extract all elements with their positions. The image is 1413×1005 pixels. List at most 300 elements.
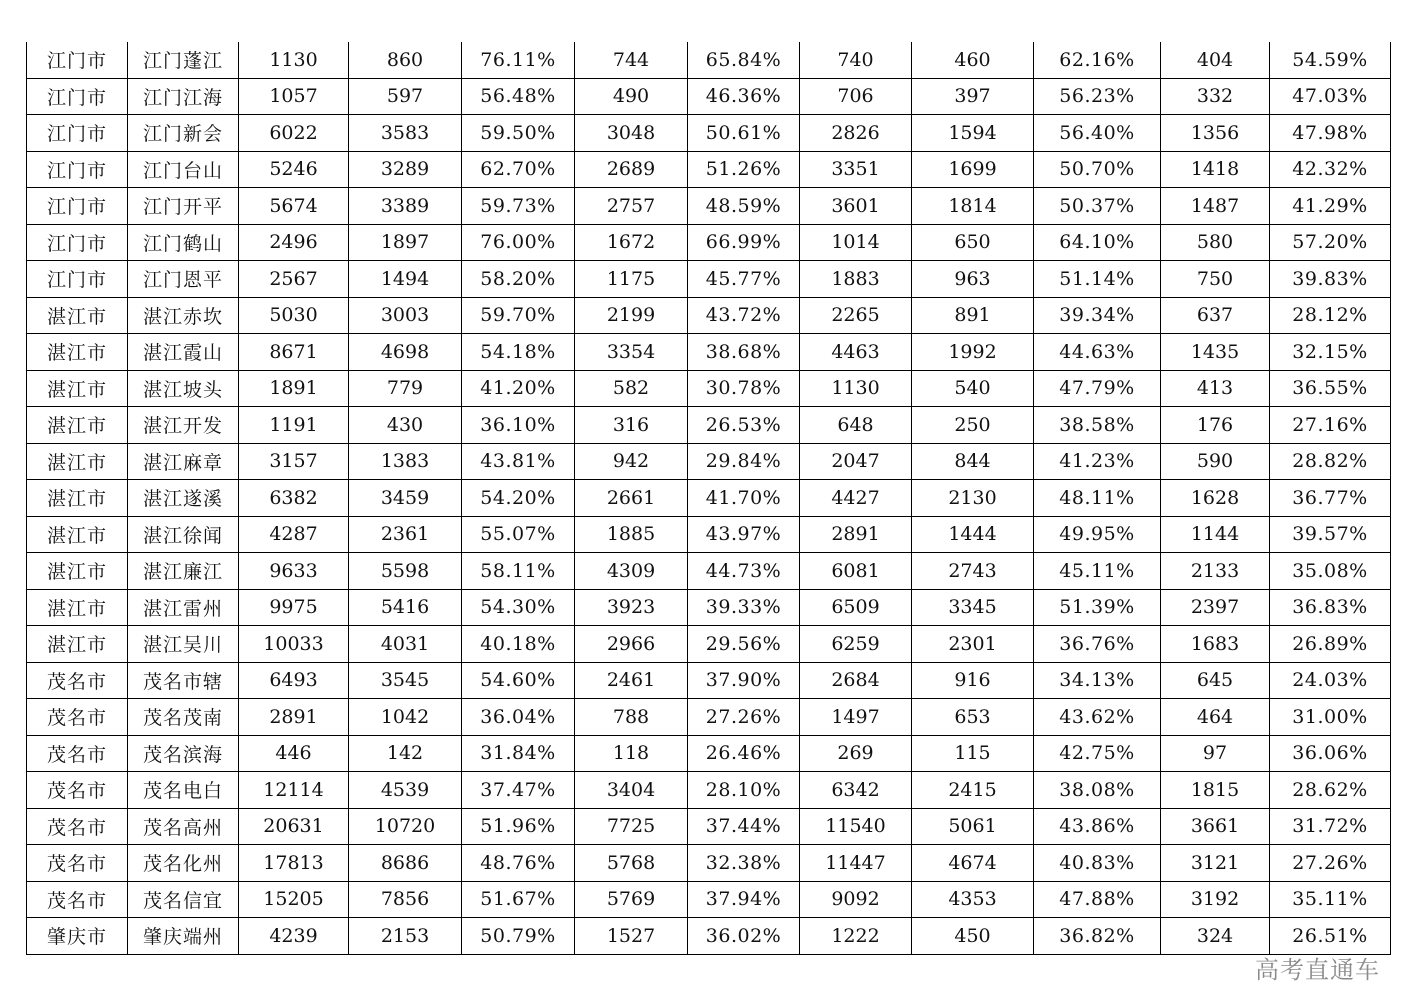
count-a-cell: 2361 (349, 516, 462, 553)
pct-b-cell: 44.73% (688, 553, 800, 590)
pct-b-cell: 28.10% (688, 772, 800, 809)
total-2-cell: 3601 (800, 188, 912, 225)
district-cell: 茂名滨海 (128, 735, 239, 772)
count-c-cell: 2130 (912, 480, 1034, 517)
district-cell: 湛江开发 (128, 407, 239, 444)
count-c-cell: 4353 (912, 881, 1034, 918)
pct-d-cell: 35.08% (1270, 553, 1391, 590)
table-row (27, 115, 1391, 152)
total-2-cell: 9092 (800, 881, 912, 918)
district-cell: 江门蓬江 (128, 42, 239, 78)
total-2-cell: 2047 (800, 443, 912, 480)
pct-a-cell: 76.00% (462, 224, 575, 261)
pct-b-cell: 38.68% (688, 334, 800, 371)
table-row (27, 297, 1391, 334)
city-cell: 湛江市 (27, 553, 128, 590)
city-cell: 茂名市 (27, 662, 128, 699)
pct-b-cell: 46.36% (688, 78, 800, 115)
total-cell: 6382 (239, 480, 349, 517)
table-row (27, 370, 1391, 407)
pct-c-cell: 50.70% (1034, 151, 1161, 188)
pct-a-cell: 36.10% (462, 407, 575, 444)
pct-b-cell: 29.56% (688, 626, 800, 663)
district-cell: 江门鹤山 (128, 224, 239, 261)
pct-b-cell: 37.90% (688, 662, 800, 699)
count-d-cell: 1418 (1161, 151, 1270, 188)
count-c-cell: 963 (912, 261, 1034, 298)
district-cell: 茂名化州 (128, 845, 239, 882)
count-a-cell: 5416 (349, 589, 462, 626)
count-c-cell: 4674 (912, 845, 1034, 882)
table-row (27, 407, 1391, 444)
count-b-cell: 3048 (575, 115, 688, 152)
count-a-cell: 7856 (349, 881, 462, 918)
pct-c-cell: 51.14% (1034, 261, 1161, 298)
count-b-cell: 490 (575, 78, 688, 115)
pct-a-cell: 55.07% (462, 516, 575, 553)
pct-b-cell: 66.99% (688, 224, 800, 261)
pct-a-cell: 58.20% (462, 261, 575, 298)
total-cell: 1891 (239, 370, 349, 407)
pct-d-cell: 47.98% (1270, 115, 1391, 152)
count-b-cell: 1672 (575, 224, 688, 261)
table-row (27, 151, 1391, 188)
city-cell: 湛江市 (27, 516, 128, 553)
total-cell: 5030 (239, 297, 349, 334)
total-2-cell: 2826 (800, 115, 912, 152)
data-table-container (26, 42, 1390, 955)
pct-b-cell: 27.26% (688, 699, 800, 736)
total-2-cell: 2891 (800, 516, 912, 553)
count-d-cell: 1815 (1161, 772, 1270, 809)
pct-c-cell: 51.39% (1034, 589, 1161, 626)
total-2-cell: 1130 (800, 370, 912, 407)
total-cell: 9633 (239, 553, 349, 590)
city-cell: 江门市 (27, 78, 128, 115)
total-cell: 6493 (239, 662, 349, 699)
district-cell: 江门江海 (128, 78, 239, 115)
pct-a-cell: 56.48% (462, 78, 575, 115)
district-cell: 肇庆端州 (128, 918, 239, 955)
total-2-cell: 1497 (800, 699, 912, 736)
pct-d-cell: 27.26% (1270, 845, 1391, 882)
district-cell: 湛江徐闻 (128, 516, 239, 553)
count-a-cell: 3545 (349, 662, 462, 699)
pct-d-cell: 31.72% (1270, 808, 1391, 845)
city-cell: 茂名市 (27, 699, 128, 736)
city-cell: 湛江市 (27, 334, 128, 371)
pct-b-cell: 30.78% (688, 370, 800, 407)
count-a-cell: 860 (349, 42, 462, 78)
count-a-cell: 2153 (349, 918, 462, 955)
count-d-cell: 464 (1161, 699, 1270, 736)
total-2-cell: 11540 (800, 808, 912, 845)
count-b-cell: 316 (575, 407, 688, 444)
count-a-cell: 597 (349, 78, 462, 115)
pct-b-cell: 26.46% (688, 735, 800, 772)
count-c-cell: 540 (912, 370, 1034, 407)
total-2-cell: 1222 (800, 918, 912, 955)
city-cell: 湛江市 (27, 407, 128, 444)
pct-a-cell: 62.70% (462, 151, 575, 188)
count-a-cell: 3389 (349, 188, 462, 225)
count-d-cell: 2133 (1161, 553, 1270, 590)
count-b-cell: 2199 (575, 297, 688, 334)
pct-b-cell: 41.70% (688, 480, 800, 517)
pct-d-cell: 32.15% (1270, 334, 1391, 371)
count-b-cell: 4309 (575, 553, 688, 590)
district-cell: 湛江坡头 (128, 370, 239, 407)
pct-c-cell: 45.11% (1034, 553, 1161, 590)
pct-b-cell: 37.44% (688, 808, 800, 845)
district-cell: 湛江吴川 (128, 626, 239, 663)
pct-d-cell: 26.51% (1270, 918, 1391, 955)
pct-d-cell: 28.12% (1270, 297, 1391, 334)
count-d-cell: 1683 (1161, 626, 1270, 663)
count-c-cell: 1444 (912, 516, 1034, 553)
city-cell: 茂名市 (27, 735, 128, 772)
count-b-cell: 118 (575, 735, 688, 772)
pct-c-cell: 43.86% (1034, 808, 1161, 845)
table-row (27, 516, 1391, 553)
city-cell: 湛江市 (27, 297, 128, 334)
city-cell: 茂名市 (27, 808, 128, 845)
pct-b-cell: 50.61% (688, 115, 800, 152)
district-cell: 湛江雷州 (128, 589, 239, 626)
pct-b-cell: 65.84% (688, 42, 800, 78)
city-cell: 湛江市 (27, 626, 128, 663)
count-c-cell: 1594 (912, 115, 1034, 152)
pct-a-cell: 76.11% (462, 42, 575, 78)
total-cell: 5674 (239, 188, 349, 225)
count-d-cell: 3121 (1161, 845, 1270, 882)
district-cell: 湛江廉江 (128, 553, 239, 590)
pct-a-cell: 54.30% (462, 589, 575, 626)
count-d-cell: 1144 (1161, 516, 1270, 553)
table-row (27, 78, 1391, 115)
pct-c-cell: 36.76% (1034, 626, 1161, 663)
pct-c-cell: 43.62% (1034, 699, 1161, 736)
total-cell: 4239 (239, 918, 349, 955)
pct-d-cell: 35.11% (1270, 881, 1391, 918)
city-cell: 江门市 (27, 42, 128, 78)
pct-c-cell: 47.88% (1034, 881, 1161, 918)
total-cell: 1057 (239, 78, 349, 115)
pct-b-cell: 43.72% (688, 297, 800, 334)
total-cell: 2567 (239, 261, 349, 298)
city-cell: 肇庆市 (27, 918, 128, 955)
count-c-cell: 891 (912, 297, 1034, 334)
city-cell: 江门市 (27, 151, 128, 188)
city-cell: 江门市 (27, 224, 128, 261)
count-b-cell: 744 (575, 42, 688, 78)
pct-a-cell: 36.04% (462, 699, 575, 736)
city-cell: 江门市 (27, 261, 128, 298)
count-c-cell: 250 (912, 407, 1034, 444)
pct-d-cell: 42.32% (1270, 151, 1391, 188)
count-b-cell: 3404 (575, 772, 688, 809)
pct-d-cell: 27.16% (1270, 407, 1391, 444)
pct-a-cell: 58.11% (462, 553, 575, 590)
total-2-cell: 6342 (800, 772, 912, 809)
pct-d-cell: 36.55% (1270, 370, 1391, 407)
count-b-cell: 3354 (575, 334, 688, 371)
count-d-cell: 645 (1161, 662, 1270, 699)
district-cell: 茂名市辖 (128, 662, 239, 699)
table-row (27, 626, 1391, 663)
pct-c-cell: 39.34% (1034, 297, 1161, 334)
count-b-cell: 2966 (575, 626, 688, 663)
district-cell: 茂名茂南 (128, 699, 239, 736)
city-cell: 湛江市 (27, 370, 128, 407)
count-a-cell: 1383 (349, 443, 462, 480)
city-cell: 江门市 (27, 115, 128, 152)
pct-c-cell: 48.11% (1034, 480, 1161, 517)
pct-d-cell: 41.29% (1270, 188, 1391, 225)
pct-a-cell: 31.84% (462, 735, 575, 772)
pct-a-cell: 41.20% (462, 370, 575, 407)
pct-b-cell: 29.84% (688, 443, 800, 480)
city-cell: 茂名市 (27, 772, 128, 809)
count-d-cell: 97 (1161, 735, 1270, 772)
count-a-cell: 4539 (349, 772, 462, 809)
count-c-cell: 450 (912, 918, 1034, 955)
table-row (27, 845, 1391, 882)
total-cell: 2496 (239, 224, 349, 261)
total-cell: 17813 (239, 845, 349, 882)
count-d-cell: 2397 (1161, 589, 1270, 626)
pct-c-cell: 38.08% (1034, 772, 1161, 809)
pct-c-cell: 56.40% (1034, 115, 1161, 152)
count-a-cell: 3003 (349, 297, 462, 334)
count-d-cell: 176 (1161, 407, 1270, 444)
count-b-cell: 1175 (575, 261, 688, 298)
pct-a-cell: 40.18% (462, 626, 575, 663)
pct-b-cell: 37.94% (688, 881, 800, 918)
pct-b-cell: 32.38% (688, 845, 800, 882)
total-2-cell: 2684 (800, 662, 912, 699)
count-a-cell: 1494 (349, 261, 462, 298)
count-a-cell: 142 (349, 735, 462, 772)
pct-d-cell: 26.89% (1270, 626, 1391, 663)
total-2-cell: 3351 (800, 151, 912, 188)
total-cell: 8671 (239, 334, 349, 371)
count-c-cell: 650 (912, 224, 1034, 261)
total-cell: 1191 (239, 407, 349, 444)
pct-d-cell: 39.83% (1270, 261, 1391, 298)
total-2-cell: 269 (800, 735, 912, 772)
total-cell: 6022 (239, 115, 349, 152)
pct-a-cell: 54.18% (462, 334, 575, 371)
table-row (27, 443, 1391, 480)
count-b-cell: 1885 (575, 516, 688, 553)
city-cell: 湛江市 (27, 443, 128, 480)
data-table (26, 42, 1391, 955)
pct-a-cell: 59.70% (462, 297, 575, 334)
district-cell: 江门台山 (128, 151, 239, 188)
pct-c-cell: 47.79% (1034, 370, 1161, 407)
pct-d-cell: 28.82% (1270, 443, 1391, 480)
count-d-cell: 1356 (1161, 115, 1270, 152)
pct-b-cell: 36.02% (688, 918, 800, 955)
pct-a-cell: 50.79% (462, 918, 575, 955)
count-b-cell: 2689 (575, 151, 688, 188)
count-c-cell: 1992 (912, 334, 1034, 371)
count-c-cell: 1814 (912, 188, 1034, 225)
pct-a-cell: 51.67% (462, 881, 575, 918)
pct-d-cell: 39.57% (1270, 516, 1391, 553)
total-cell: 9975 (239, 589, 349, 626)
pct-a-cell: 51.96% (462, 808, 575, 845)
pct-a-cell: 59.73% (462, 188, 575, 225)
count-c-cell: 844 (912, 443, 1034, 480)
table-row (27, 42, 1391, 78)
pct-c-cell: 42.75% (1034, 735, 1161, 772)
district-cell: 茂名电白 (128, 772, 239, 809)
count-a-cell: 5598 (349, 553, 462, 590)
district-cell: 茂名高州 (128, 808, 239, 845)
table-row (27, 589, 1391, 626)
district-cell: 湛江霞山 (128, 334, 239, 371)
table-row (27, 808, 1391, 845)
total-2-cell: 1014 (800, 224, 912, 261)
count-d-cell: 1628 (1161, 480, 1270, 517)
pct-c-cell: 36.82% (1034, 918, 1161, 955)
total-2-cell: 4463 (800, 334, 912, 371)
total-cell: 12114 (239, 772, 349, 809)
count-a-cell: 8686 (349, 845, 462, 882)
count-c-cell: 115 (912, 735, 1034, 772)
table-row (27, 224, 1391, 261)
pct-b-cell: 39.33% (688, 589, 800, 626)
district-cell: 茂名信宜 (128, 881, 239, 918)
city-cell: 湛江市 (27, 589, 128, 626)
count-a-cell: 4698 (349, 334, 462, 371)
table-row (27, 918, 1391, 955)
district-cell: 江门恩平 (128, 261, 239, 298)
table-row (27, 261, 1391, 298)
total-cell: 446 (239, 735, 349, 772)
pct-b-cell: 48.59% (688, 188, 800, 225)
count-d-cell: 404 (1161, 42, 1270, 78)
pct-c-cell: 40.83% (1034, 845, 1161, 882)
district-cell: 湛江遂溪 (128, 480, 239, 517)
table-row (27, 699, 1391, 736)
count-c-cell: 5061 (912, 808, 1034, 845)
pct-b-cell: 43.97% (688, 516, 800, 553)
pct-c-cell: 38.58% (1034, 407, 1161, 444)
total-cell: 5246 (239, 151, 349, 188)
pct-c-cell: 62.16% (1034, 42, 1161, 78)
count-d-cell: 750 (1161, 261, 1270, 298)
table-row (27, 553, 1391, 590)
pct-d-cell: 57.20% (1270, 224, 1391, 261)
city-cell: 茂名市 (27, 845, 128, 882)
district-cell: 湛江麻章 (128, 443, 239, 480)
count-c-cell: 397 (912, 78, 1034, 115)
pct-d-cell: 54.59% (1270, 42, 1391, 78)
count-b-cell: 5768 (575, 845, 688, 882)
pct-b-cell: 26.53% (688, 407, 800, 444)
pct-b-cell: 51.26% (688, 151, 800, 188)
total-cell: 2891 (239, 699, 349, 736)
total-2-cell: 11447 (800, 845, 912, 882)
count-c-cell: 460 (912, 42, 1034, 78)
city-cell: 江门市 (27, 188, 128, 225)
total-2-cell: 706 (800, 78, 912, 115)
pct-a-cell: 54.60% (462, 662, 575, 699)
count-b-cell: 582 (575, 370, 688, 407)
total-cell: 15205 (239, 881, 349, 918)
count-c-cell: 2743 (912, 553, 1034, 590)
count-a-cell: 3289 (349, 151, 462, 188)
table-row (27, 881, 1391, 918)
count-c-cell: 3345 (912, 589, 1034, 626)
total-cell: 4287 (239, 516, 349, 553)
count-a-cell: 3459 (349, 480, 462, 517)
count-d-cell: 3661 (1161, 808, 1270, 845)
pct-a-cell: 43.81% (462, 443, 575, 480)
pct-a-cell: 48.76% (462, 845, 575, 882)
count-d-cell: 3192 (1161, 881, 1270, 918)
count-a-cell: 10720 (349, 808, 462, 845)
district-cell: 湛江赤坎 (128, 297, 239, 334)
count-b-cell: 3923 (575, 589, 688, 626)
count-d-cell: 324 (1161, 918, 1270, 955)
pct-d-cell: 36.77% (1270, 480, 1391, 517)
count-d-cell: 1487 (1161, 188, 1270, 225)
count-a-cell: 1042 (349, 699, 462, 736)
pct-a-cell: 37.47% (462, 772, 575, 809)
table-row (27, 772, 1391, 809)
table-row (27, 334, 1391, 371)
pct-d-cell: 36.83% (1270, 589, 1391, 626)
pct-d-cell: 47.03% (1270, 78, 1391, 115)
pct-d-cell: 31.00% (1270, 699, 1391, 736)
pct-d-cell: 24.03% (1270, 662, 1391, 699)
count-d-cell: 590 (1161, 443, 1270, 480)
table-body (27, 42, 1391, 954)
count-b-cell: 2661 (575, 480, 688, 517)
city-cell: 湛江市 (27, 480, 128, 517)
count-a-cell: 1897 (349, 224, 462, 261)
count-c-cell: 2301 (912, 626, 1034, 663)
count-d-cell: 1435 (1161, 334, 1270, 371)
pct-c-cell: 49.95% (1034, 516, 1161, 553)
count-a-cell: 3583 (349, 115, 462, 152)
total-cell: 1130 (239, 42, 349, 78)
total-2-cell: 6259 (800, 626, 912, 663)
count-c-cell: 916 (912, 662, 1034, 699)
total-2-cell: 6509 (800, 589, 912, 626)
pct-c-cell: 56.23% (1034, 78, 1161, 115)
total-cell: 3157 (239, 443, 349, 480)
pct-d-cell: 36.06% (1270, 735, 1391, 772)
count-d-cell: 637 (1161, 297, 1270, 334)
total-2-cell: 1883 (800, 261, 912, 298)
pct-c-cell: 44.63% (1034, 334, 1161, 371)
count-a-cell: 430 (349, 407, 462, 444)
table-row (27, 735, 1391, 772)
count-d-cell: 413 (1161, 370, 1270, 407)
count-d-cell: 332 (1161, 78, 1270, 115)
count-b-cell: 788 (575, 699, 688, 736)
total-cell: 20631 (239, 808, 349, 845)
count-b-cell: 2757 (575, 188, 688, 225)
district-cell: 江门开平 (128, 188, 239, 225)
total-2-cell: 2265 (800, 297, 912, 334)
table-row (27, 480, 1391, 517)
